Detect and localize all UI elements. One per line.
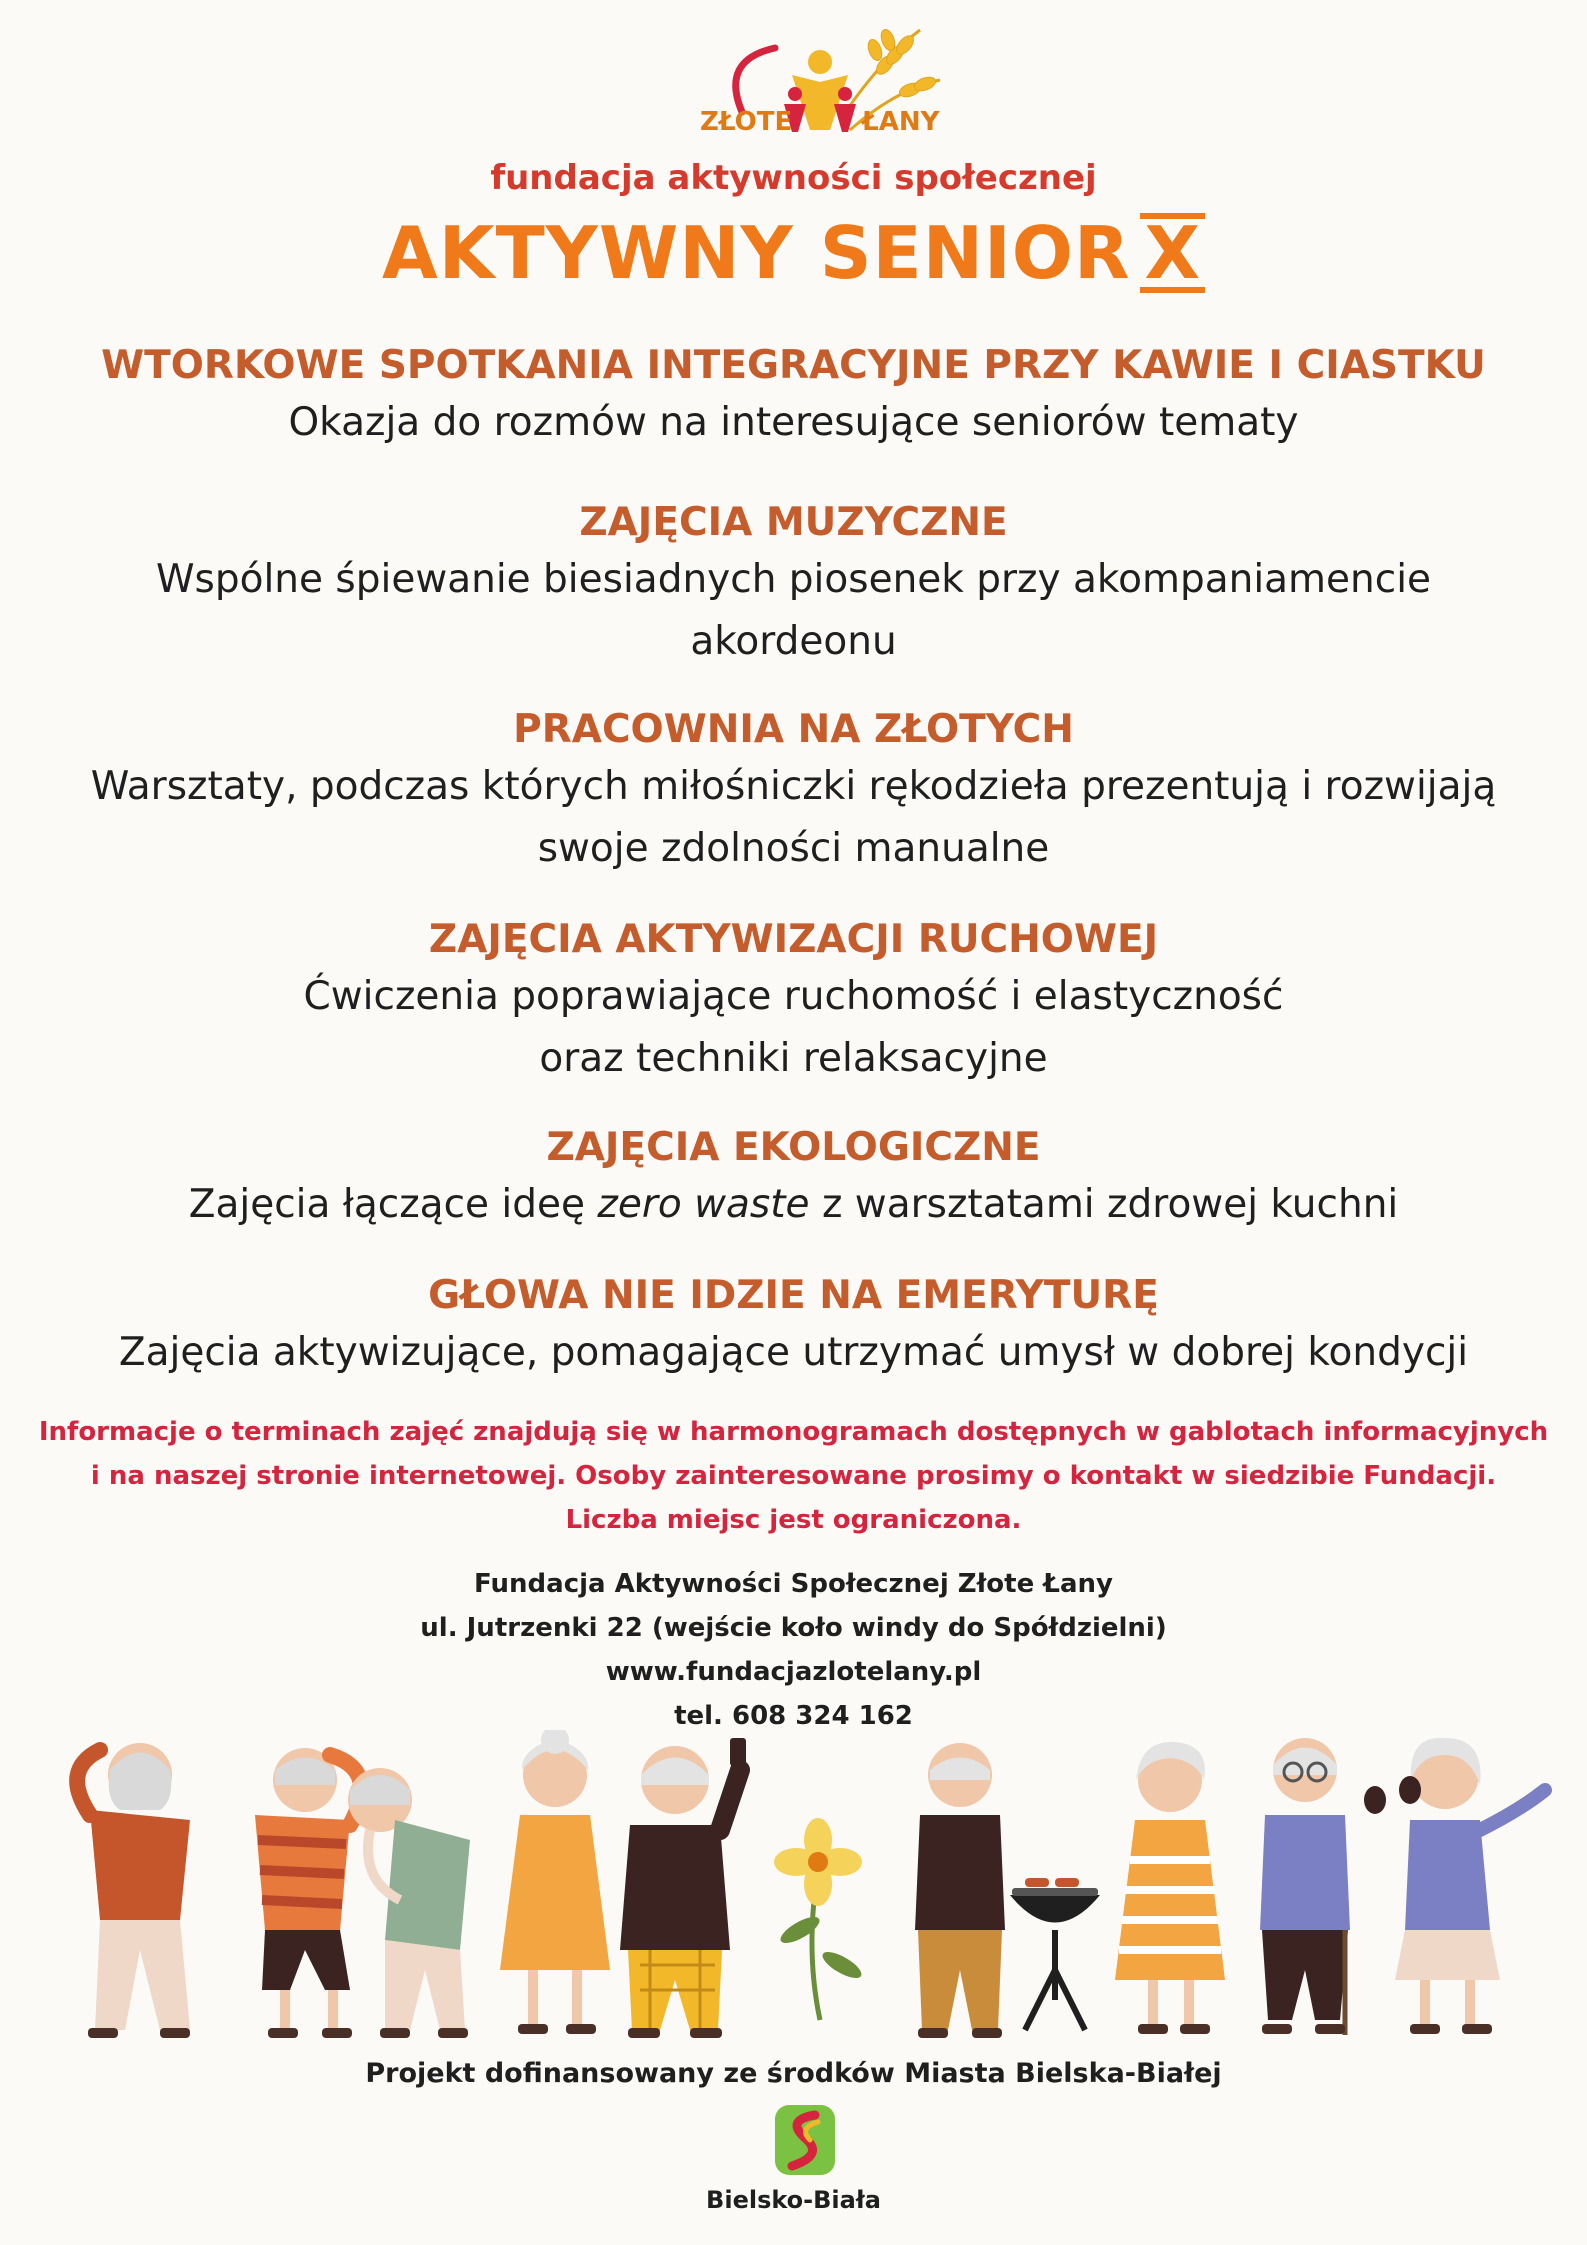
- senior-grill-man-icon: [915, 1743, 1005, 2038]
- senior-man-selfie-icon: [620, 1738, 746, 2038]
- contact-address: ul. Jutrzenki 22 (wejście koło windy do Spółdzielni): [420, 1613, 1167, 1643]
- section-title: PRACOWNIA NA ZŁOTYCH: [513, 707, 1074, 752]
- zlote-lany-logo: [680, 20, 960, 160]
- desc-part: Zajęcia łączące ideę: [188, 1182, 598, 1227]
- contact-name: Fundacja Aktywności Społecznej Złote Łany: [474, 1569, 1113, 1599]
- city-name: Bielsko-Biała: [706, 2186, 881, 2214]
- section-title: ZAJĘCIA EKOLOGICZNE: [546, 1125, 1041, 1170]
- section-description: akordeonu: [690, 619, 897, 664]
- bielsko-biala-logo: [760, 2100, 850, 2180]
- desc-part: z warsztatami zdrowej kuchni: [809, 1182, 1399, 1227]
- contact-website[interactable]: www.fundacjazlotelany.pl: [605, 1657, 982, 1687]
- desc-italic: zero waste: [597, 1182, 810, 1227]
- edition-numeral: X: [1140, 213, 1205, 293]
- main-title: [0, 208, 1587, 298]
- section-mind: [0, 1270, 1587, 1384]
- info-line: i na naszej stronie internetowej. Osoby zainteresowane prosimy o kontakt w siedzibie Fundacji.: [90, 1461, 1497, 1491]
- logo-text-right: ŁANY: [862, 107, 940, 137]
- section-title: ZAJĘCIA MUZYCZNE: [579, 500, 1008, 545]
- grill-icon: [1010, 1878, 1100, 2030]
- section-description: oraz techniki relaksacyjne: [539, 1036, 1048, 1081]
- section-coffee-meetings: [0, 340, 1587, 454]
- section-description: [0, 1174, 1587, 1236]
- contact-block: [0, 1562, 1587, 1738]
- senior-woman-icon: [1115, 1742, 1225, 2034]
- exercising-senior-icon: [255, 1748, 361, 2038]
- section-workshop: [0, 704, 1587, 880]
- section-ecology: [0, 1122, 1587, 1236]
- info-line: Liczba miejsc jest ograniczona.: [565, 1505, 1022, 1535]
- section-description: Okazja do rozmów na interesujące seniorów tematy: [288, 400, 1299, 445]
- flower-icon: [774, 1818, 865, 2020]
- senior-woman-icon: [500, 1730, 610, 2034]
- section-description: swoje zdolności manualne: [537, 826, 1050, 871]
- organization-name: fundacja aktywności społecznej: [490, 158, 1097, 198]
- seniors-illustration: [0, 1730, 1587, 2050]
- section-description: Zajęcia aktywizujące, pomagające utrzymać umysł w dobrej kondycji: [118, 1330, 1469, 1375]
- section-description: Ćwiczenia poprawiające ruchomość i elastyczność: [303, 974, 1284, 1019]
- red-arc: [736, 48, 775, 112]
- section-music: [0, 497, 1587, 673]
- section-title: WTORKOWE SPOTKANIA INTEGRACYJNE PRZY KAWIE I CIASTKU: [101, 343, 1486, 388]
- exercising-senior-icon: [77, 1743, 190, 2038]
- main-title-text: AKTYWNY SENIOR: [382, 211, 1131, 295]
- funding-note: Projekt dofinansowany ze środków Miasta Bielska-Białej: [365, 2058, 1222, 2089]
- exercising-senior-icon: [348, 1768, 470, 2038]
- section-title: ZAJĘCIA AKTYWIZACJI RUCHOWEJ: [428, 917, 1159, 962]
- logo-text-left: ZŁOTE: [700, 107, 793, 137]
- section-description: Wspólne śpiewanie biesiadnych piosenek przy akompaniamencie: [155, 557, 1432, 602]
- senior-singing-man-icon: [1260, 1738, 1386, 2035]
- info-block: [0, 1410, 1587, 1542]
- people-icon: [784, 50, 856, 132]
- senior-singing-woman-icon: [1395, 1738, 1545, 2034]
- info-line: Informacje o terminach zajęć znajdują się w harmonogramach dostępnych w gablotach informacyjnych: [38, 1417, 1549, 1447]
- section-description: Warsztaty, podczas których miłośniczki rękodzieła prezentują i rozwijają: [90, 764, 1497, 809]
- contact-phone[interactable]: tel. 608 324 162: [674, 1701, 913, 1731]
- section-movement: [0, 914, 1587, 1090]
- section-title: GŁOWA NIE IDZIE NA EMERYTURĘ: [428, 1273, 1159, 1318]
